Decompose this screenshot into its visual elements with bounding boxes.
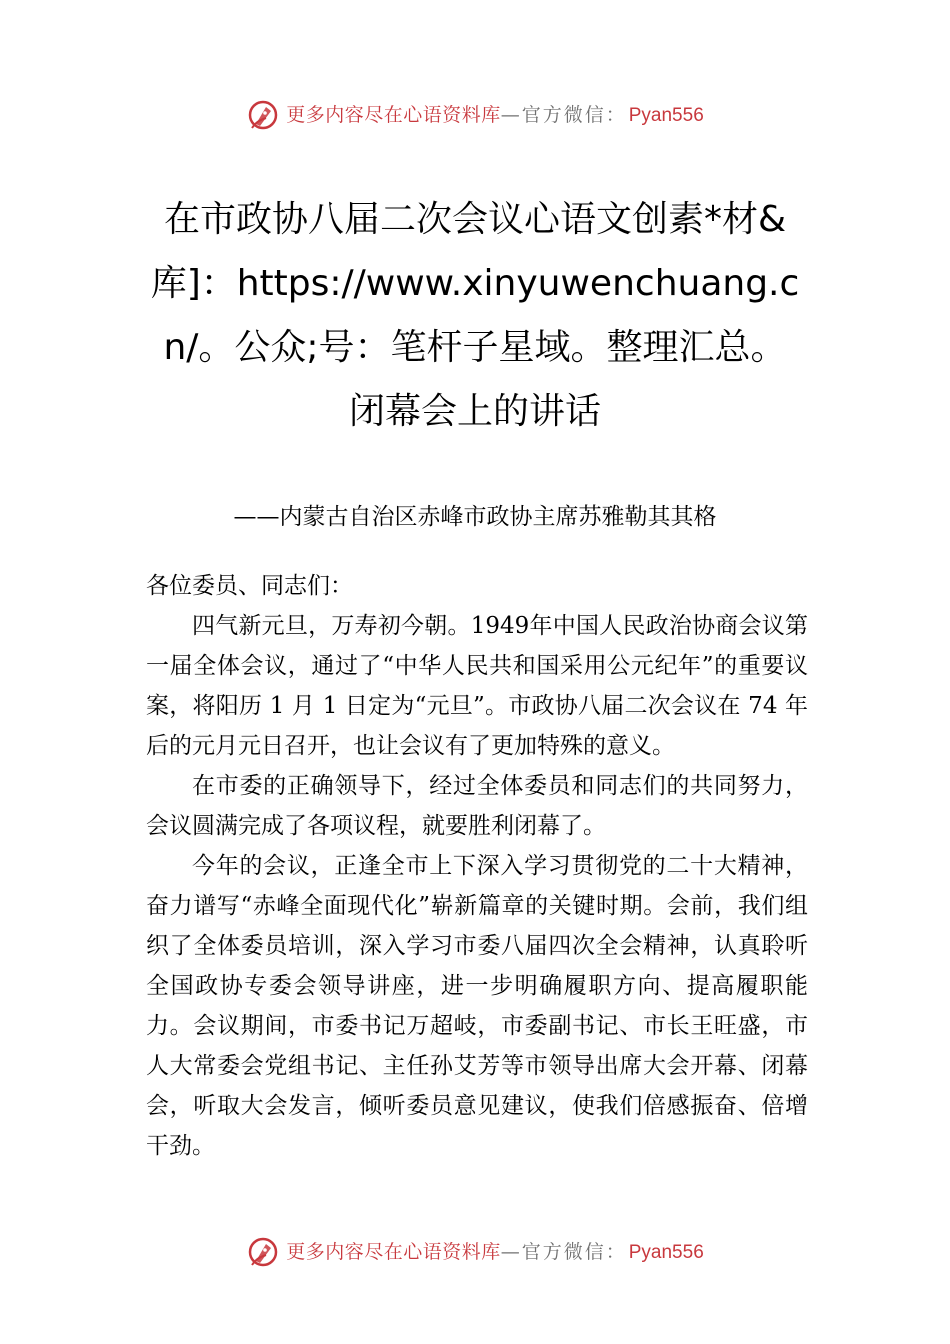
banner-brand-text: 更多内容尽在心语资料库 bbox=[286, 1240, 501, 1263]
banner-brand-text: 更多内容尽在心语资料库 bbox=[286, 103, 501, 126]
document-body bbox=[146, 566, 808, 1166]
document-subtitle: ——内蒙古自治区赤峰市政协主席苏雅勒其其格 bbox=[233, 504, 717, 530]
salutation: 各位委员、同志们： bbox=[146, 573, 353, 599]
document-title: 在市政协八届二次会议心语文创素*材&库]：https://www.xinyuwenchuang.cn/。公众;号：笔杆子星域。整理汇总。闭幕会上的讲话 bbox=[150, 199, 800, 432]
body-paragraph: 在市委的正确领导下，经过全体委员和同志们的共同努力，会议圆满完成了各项议程，就要胜利闭幕了。 bbox=[146, 773, 808, 839]
banner-wechat-label: —官方微信： bbox=[500, 103, 627, 126]
body-paragraph: 今年的会议，正逢全市上下深入学习贯彻党的二十大精神，奋力谱写“赤峰全面现代化”崭新篇章的关键时期。会前，我们组织了全体委员培训，深入学习市委八届四次全会精神，认真聆听全国政协专委会领导讲座，进一步明确履职方向、提高履职能力。会议期间，市委书记万超岐，市委副书记、市长王旺盛，市人大常委会党组书记、主任孙艾芳等市领导出席大会开幕、闭幕会，听取大会发言，倾听委员意见建议，使我们倍感振奋、倍增干劲。 bbox=[146, 853, 808, 1159]
header-banner bbox=[0, 95, 950, 135]
pen-nib-logo-icon bbox=[246, 1235, 280, 1269]
pen-nib-logo-icon bbox=[246, 98, 280, 132]
banner-wechat-account: Pyan556 bbox=[628, 104, 704, 126]
footer-banner bbox=[0, 1232, 950, 1272]
banner-wechat-label: —官方微信： bbox=[500, 1240, 627, 1263]
banner-wechat-account: Pyan556 bbox=[628, 1241, 704, 1263]
body-paragraph: 四气新元旦，万寿初今朝。1949年中国人民政治协商会议第一届全体会议，通过了“中华人民共和国采用公元纪年”的重要议案，将阳历 1 月 1 日定为“元旦”。市政协八届二次会议在 74 年后的元月元日召开，也让会议有了更加特殊的意义。 bbox=[146, 613, 808, 759]
